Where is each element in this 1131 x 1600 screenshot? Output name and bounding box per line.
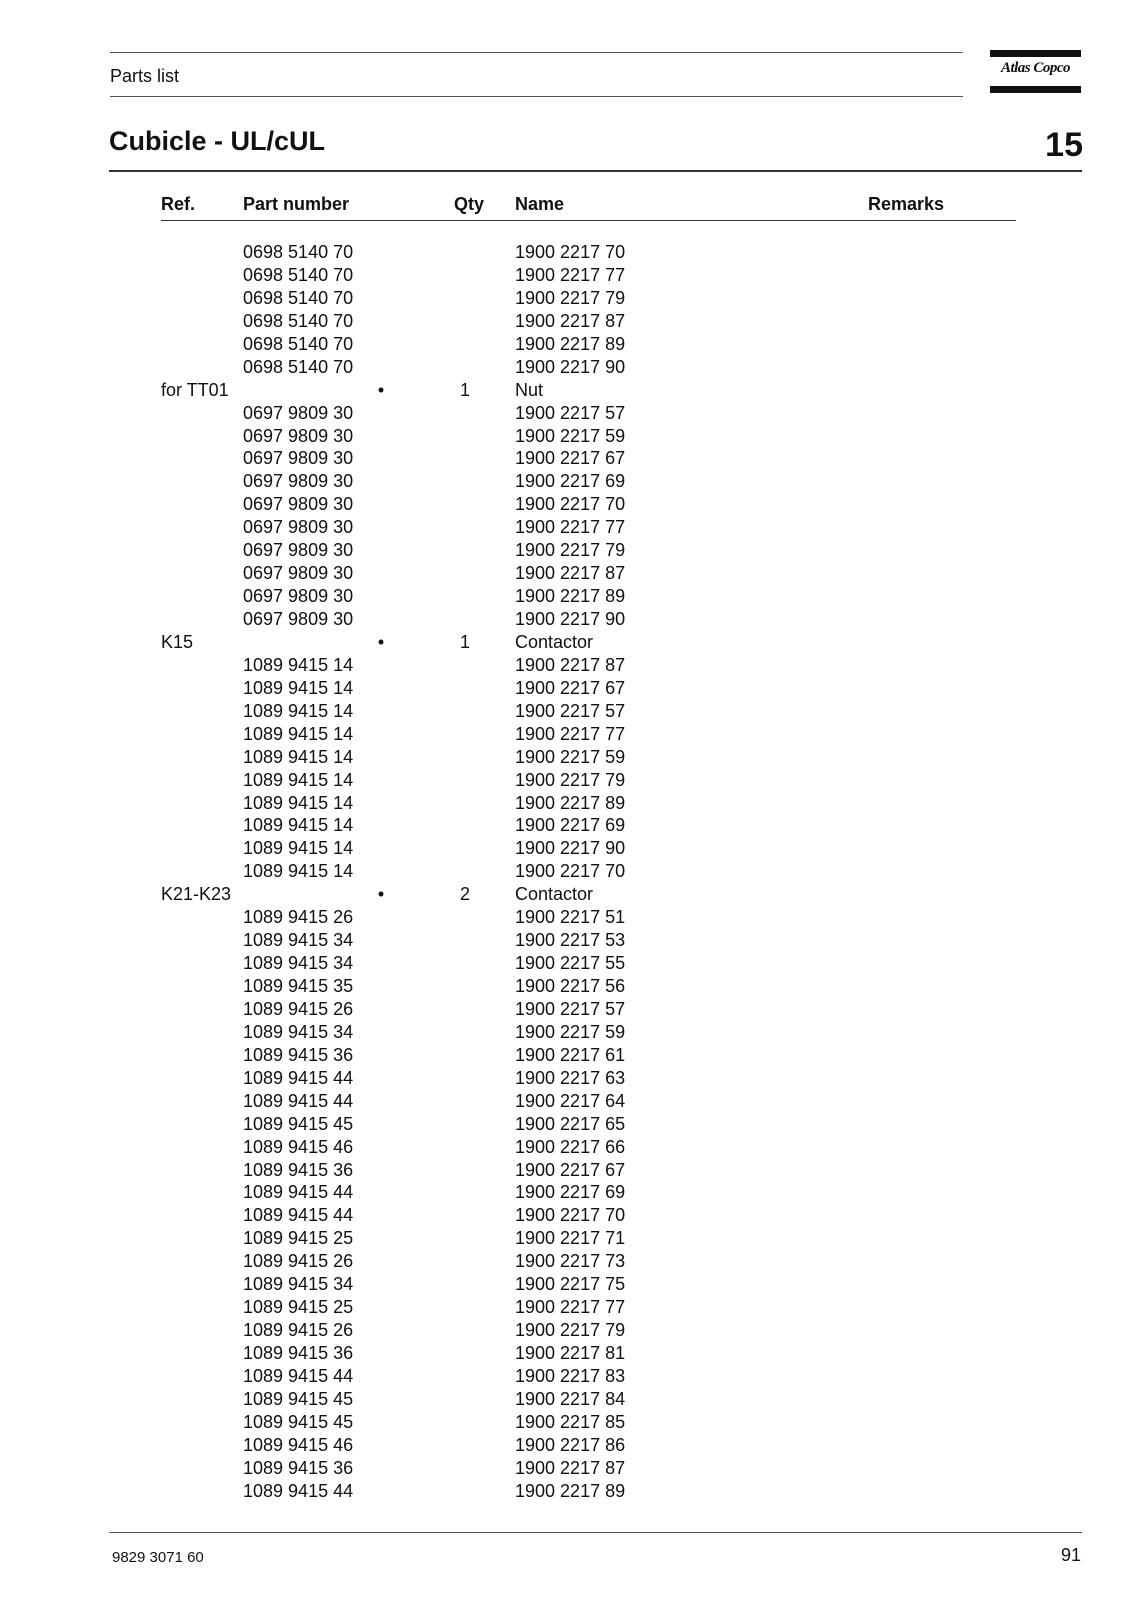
cell-name: 1900 2217 70 <box>515 494 626 515</box>
cell-name: 1900 2217 69 <box>515 1182 626 1203</box>
cell-name: 1900 2217 57 <box>515 998 626 1019</box>
cell-name: 1900 2217 53 <box>515 930 626 951</box>
cell-name: 1900 2217 77 <box>515 723 626 744</box>
table-row <box>161 608 1016 631</box>
table-row <box>161 402 1016 425</box>
cell-part-number: 0698 5140 70 <box>243 310 354 331</box>
cell-part-number: 0697 9809 30 <box>243 540 354 561</box>
table-row <box>161 1227 1016 1250</box>
cell-name: 1900 2217 66 <box>515 1136 626 1157</box>
cell-part-number: 1089 9415 14 <box>243 677 354 698</box>
cell-part-number: 1089 9415 46 <box>243 1136 354 1157</box>
cell-part-number: 0697 9809 30 <box>243 448 354 469</box>
cell-name: 1900 2217 70 <box>515 1205 626 1226</box>
table-row <box>161 1480 1016 1503</box>
table-row <box>161 1021 1016 1044</box>
footer-rule <box>109 1532 1082 1533</box>
cell-part-number: 1089 9415 14 <box>243 746 354 767</box>
cell-name: 1900 2217 79 <box>515 287 626 308</box>
cell-name: 1900 2217 85 <box>515 1411 626 1432</box>
header-top-rule <box>110 52 963 53</box>
cell-name: 1900 2217 70 <box>515 861 626 882</box>
cell-name: 1900 2217 75 <box>515 1274 626 1295</box>
table-row <box>161 860 1016 883</box>
table-row <box>161 425 1016 448</box>
logo-text: Atlas Copco <box>1000 60 1071 76</box>
table-row <box>161 356 1016 379</box>
table-row <box>161 379 1016 402</box>
column-header-part-number: Part number <box>243 194 350 214</box>
table-row <box>161 975 1016 998</box>
cell-name: 1900 2217 79 <box>515 1320 626 1341</box>
cell-ref: K15 <box>161 631 194 652</box>
cell-name: 1900 2217 57 <box>515 402 626 423</box>
column-header-qty: Qty <box>454 194 485 214</box>
table-row <box>161 1159 1016 1182</box>
cell-part-number: 1089 9415 14 <box>243 700 354 721</box>
table-row <box>161 241 1016 264</box>
section-title: Cubicle - UL/cUL <box>109 126 326 156</box>
cell-qty: 1 <box>459 379 470 400</box>
cell-part-number: 1089 9415 44 <box>243 1365 354 1386</box>
table-row <box>161 677 1016 700</box>
cell-name: 1900 2217 67 <box>515 1159 626 1180</box>
table-row <box>161 287 1016 310</box>
table-row <box>161 1204 1016 1227</box>
table-row <box>161 1181 1016 1204</box>
table-row <box>161 310 1016 333</box>
cell-name: 1900 2217 89 <box>515 586 626 607</box>
cell-name: 1900 2217 89 <box>515 333 626 354</box>
page-number: 91 <box>1060 1545 1081 1565</box>
cell-name: 1900 2217 67 <box>515 677 626 698</box>
parts-table <box>161 194 1016 1503</box>
cell-part-number: 0698 5140 70 <box>243 242 354 262</box>
table-body <box>161 241 1016 1503</box>
cell-qty: 2 <box>459 884 470 905</box>
cell-part-number: 1089 9415 26 <box>243 1251 354 1272</box>
cell-part-number: 0698 5140 70 <box>243 264 354 285</box>
cell-part-number: 0697 9809 30 <box>243 586 354 607</box>
cell-name: 1900 2217 55 <box>515 953 626 974</box>
cell-name: 1900 2217 59 <box>515 425 626 446</box>
table-row <box>161 883 1016 906</box>
cell-name: 1900 2217 70 <box>515 242 626 262</box>
cell-name: 1900 2217 90 <box>515 838 626 859</box>
cell-ref: for TT01 <box>161 379 229 400</box>
table-row <box>161 769 1016 792</box>
cell-part-number: 1089 9415 34 <box>243 953 354 974</box>
cell-name: 1900 2217 90 <box>515 609 626 629</box>
cell-ref: K21-K23 <box>161 884 232 905</box>
table-row <box>161 1296 1016 1319</box>
cell-bullet: • <box>377 631 385 652</box>
cell-part-number: 1089 9415 14 <box>243 792 354 813</box>
cell-part-number: 1089 9415 45 <box>243 1388 354 1409</box>
cell-name: 1900 2217 57 <box>515 700 626 721</box>
cell-part-number: 1089 9415 34 <box>243 1021 354 1042</box>
document-number: 9829 3071 60 <box>112 1549 204 1566</box>
cell-name: 1900 2217 84 <box>515 1388 626 1409</box>
cell-bullet: • <box>377 379 385 400</box>
table-row <box>161 1457 1016 1480</box>
cell-part-number: 1089 9415 44 <box>243 1480 354 1501</box>
cell-name: 1900 2217 67 <box>515 448 626 469</box>
table-row <box>161 814 1016 837</box>
table-row <box>161 264 1016 287</box>
table-row <box>161 1411 1016 1434</box>
cell-part-number: 0698 5140 70 <box>243 356 354 377</box>
title-rule <box>109 170 1082 172</box>
table-row <box>161 700 1016 723</box>
cell-part-number: 1089 9415 44 <box>243 1090 354 1111</box>
cell-name: Nut <box>515 379 544 400</box>
cell-name: 1900 2217 59 <box>515 1021 626 1042</box>
table-row <box>161 929 1016 952</box>
table-row <box>161 1113 1016 1136</box>
cell-part-number: 0697 9809 30 <box>243 402 354 423</box>
table-row <box>161 470 1016 493</box>
table-row <box>161 952 1016 975</box>
table-row <box>161 1434 1016 1457</box>
table-row <box>161 837 1016 860</box>
cell-part-number: 0697 9809 30 <box>243 609 354 629</box>
table-row <box>161 654 1016 677</box>
cell-name: 1900 2217 81 <box>515 1343 626 1363</box>
section-number: 15 <box>1045 126 1083 164</box>
table-row <box>161 723 1016 746</box>
cell-name: 1900 2217 87 <box>515 563 626 584</box>
table-row <box>161 1136 1016 1159</box>
cell-part-number: 0697 9809 30 <box>243 517 354 538</box>
cell-name: 1900 2217 71 <box>515 1228 626 1249</box>
cell-part-number: 0697 9809 30 <box>243 563 354 584</box>
cell-name: 1900 2217 69 <box>515 815 626 836</box>
table-row <box>161 1388 1016 1411</box>
cell-part-number: 1089 9415 44 <box>243 1182 354 1203</box>
table-row <box>161 1090 1016 1113</box>
table-row <box>161 1342 1016 1365</box>
cell-part-number: 1089 9415 36 <box>243 1457 354 1478</box>
table-row <box>161 562 1016 585</box>
table-row <box>161 631 1016 654</box>
cell-part-number: 1089 9415 34 <box>243 1274 354 1295</box>
table-row <box>161 1067 1016 1090</box>
table-row <box>161 1365 1016 1388</box>
column-header-name: Name <box>515 194 565 214</box>
table-row <box>161 906 1016 929</box>
cell-part-number: 1089 9415 14 <box>243 769 354 790</box>
table-row <box>161 998 1016 1021</box>
cell-part-number: 0698 5140 70 <box>243 287 354 308</box>
cell-name: 1900 2217 56 <box>515 976 626 996</box>
table-row <box>161 539 1016 562</box>
cell-part-number: 1089 9415 45 <box>243 1411 354 1432</box>
cell-part-number: 0697 9809 30 <box>243 494 354 515</box>
cell-part-number: 0697 9809 30 <box>243 471 354 492</box>
cell-part-number: 1089 9415 36 <box>243 1159 354 1180</box>
cell-part-number: 1089 9415 25 <box>243 1297 354 1318</box>
cell-part-number: 1089 9415 34 <box>243 930 354 951</box>
cell-part-number: 1089 9415 26 <box>243 998 354 1019</box>
cell-name: 1900 2217 83 <box>515 1365 626 1386</box>
cell-name: 1900 2217 61 <box>515 1044 626 1065</box>
atlas-copco-logo <box>990 50 1081 94</box>
cell-part-number: 1089 9415 44 <box>243 1205 354 1226</box>
cell-part-number: 1089 9415 14 <box>243 838 354 859</box>
table-row <box>161 516 1016 539</box>
cell-name: 1900 2217 77 <box>515 264 626 285</box>
cell-name: 1900 2217 64 <box>515 1090 626 1111</box>
table-row <box>161 1319 1016 1342</box>
cell-part-number: 0698 5140 70 <box>243 333 354 354</box>
cell-part-number: 1089 9415 14 <box>243 723 354 744</box>
cell-part-number: 1089 9415 14 <box>243 815 354 836</box>
cell-name: 1900 2217 73 <box>515 1251 626 1272</box>
cell-bullet: • <box>377 884 385 905</box>
table-row <box>161 493 1016 516</box>
cell-name: 1900 2217 77 <box>515 517 626 538</box>
cell-part-number: 1089 9415 14 <box>243 861 354 882</box>
cell-qty: 1 <box>459 631 470 652</box>
cell-name: Contactor <box>515 884 594 905</box>
table-row <box>161 1273 1016 1296</box>
cell-name: 1900 2217 59 <box>515 746 626 767</box>
cell-name: 1900 2217 89 <box>515 1480 626 1501</box>
table-row <box>161 1044 1016 1067</box>
cell-part-number: 1089 9415 36 <box>243 1044 354 1065</box>
table-row <box>161 792 1016 815</box>
table-header <box>161 194 1016 221</box>
column-header-ref: Ref. <box>161 194 196 214</box>
cell-name: 1900 2217 87 <box>515 1457 626 1478</box>
column-header-remarks: Remarks <box>868 194 945 214</box>
cell-name: 1900 2217 63 <box>515 1067 626 1088</box>
cell-name: Contactor <box>515 631 594 652</box>
cell-name: 1900 2217 87 <box>515 310 626 331</box>
cell-name: 1900 2217 79 <box>515 540 626 561</box>
cell-name: 1900 2217 79 <box>515 769 626 790</box>
cell-part-number: 0697 9809 30 <box>243 425 354 446</box>
cell-name: 1900 2217 90 <box>515 356 626 377</box>
table-row <box>161 447 1016 470</box>
cell-name: 1900 2217 77 <box>515 1297 626 1318</box>
cell-part-number: 1089 9415 36 <box>243 1343 354 1363</box>
cell-part-number: 1089 9415 45 <box>243 1113 354 1134</box>
cell-part-number: 1089 9415 35 <box>243 976 354 996</box>
table-row <box>161 585 1016 608</box>
table-row <box>161 333 1016 356</box>
header-bottom-rule <box>110 96 963 97</box>
cell-name: 1900 2217 86 <box>515 1434 626 1455</box>
cell-name: 1900 2217 69 <box>515 471 626 492</box>
cell-name: 1900 2217 89 <box>515 792 626 813</box>
cell-part-number: 1089 9415 26 <box>243 907 354 928</box>
cell-part-number: 1089 9415 25 <box>243 1228 354 1249</box>
table-row <box>161 1250 1016 1273</box>
cell-name: 1900 2217 87 <box>515 654 626 675</box>
cell-part-number: 1089 9415 46 <box>243 1434 354 1455</box>
cell-part-number: 1089 9415 44 <box>243 1067 354 1088</box>
cell-name: 1900 2217 65 <box>515 1113 626 1134</box>
cell-part-number: 1089 9415 26 <box>243 1320 354 1341</box>
cell-part-number: 1089 9415 14 <box>243 654 354 675</box>
cell-name: 1900 2217 51 <box>515 907 626 928</box>
table-row <box>161 746 1016 769</box>
header-title: Parts list <box>110 66 180 86</box>
